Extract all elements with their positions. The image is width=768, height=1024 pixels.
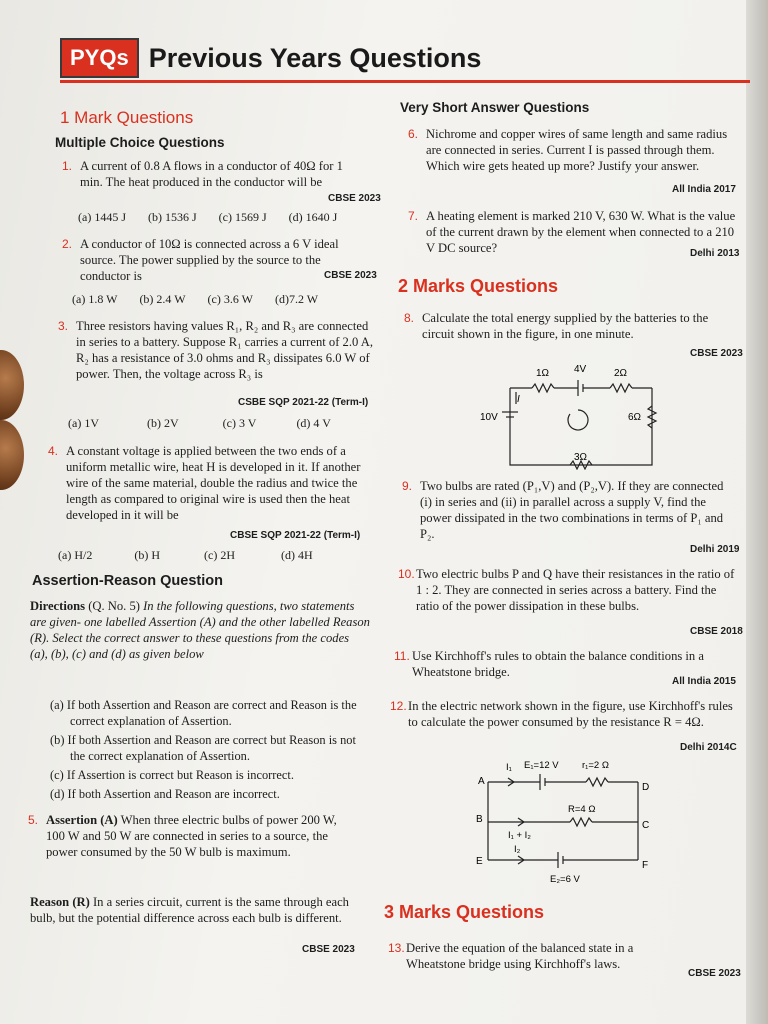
question-10: 10. Two electric bulbs P and Q have their resistances in the ratio of 1 : 2. They are connected in series across a battery. Find the ratio of the power dissipation in these bulbs. — [398, 567, 735, 613]
circuit-diagram-2 — [474, 756, 664, 888]
q7-tag: Delhi 2013 — [690, 248, 740, 259]
section-3-marks: 3 Marks Questions — [384, 902, 545, 922]
circuit2-label-a: A — [478, 776, 485, 787]
circuit2-label-i1-plus-i2: I₁ + I₂ — [508, 830, 531, 841]
q4-options: (a) H/2 (b) H (c) 2H (d) 4H — [58, 548, 313, 562]
circuit1-label-r1: 1Ω — [536, 368, 550, 379]
question-9: 9. Two bulbs are rated (P₁,V) and (P₂,V). If they are connected (i) in series and (ii) in parallel across a supply V, find the power dissipated in the two combinations in terms of P₁ and P₂. — [402, 479, 724, 541]
vsa-heading: Very Short Answer Questions — [400, 100, 590, 115]
question-3: 3. Three resistors having values R₁, R₂ and R₃ are connected in series to a battery. Suppose R₁ carries a current of 2.0 A, R₂ has a resistance of 3.0 ohms and R₃ dissipates 6.0 W of power. Then, the voltage across R₃ is — [58, 319, 373, 381]
q2-tag: CBSE 2023 — [324, 270, 377, 281]
question-13: 13. Derive the equation of the balanced state in a Wheatstone bridge using Kirchhoff's laws. — [388, 941, 634, 971]
q5-reason: Reason (R) In a series circuit, current is the same through each bulb, but the potential difference across each bulb is different. — [30, 895, 349, 925]
page-edge — [746, 0, 768, 1024]
question-7: 7. A heating element is marked 210 V, 630 W. What is the value of the current drawn by the element when connected to a 210 V DC source? — [408, 209, 736, 255]
circuit2-label-e2: E₂=6 V — [550, 874, 580, 885]
bead-bottom — [0, 420, 24, 490]
circuit1-label-r2: 2Ω — [614, 368, 628, 379]
q9-tag: Delhi 2019 — [690, 544, 740, 555]
q10-tag: CBSE 2018 — [690, 626, 743, 637]
section-1-mark: 1 Mark Questions — [60, 108, 194, 127]
circuit2-label-f: F — [642, 860, 649, 871]
q12-tag: Delhi 2014C — [680, 742, 737, 753]
q11-tag: All India 2015 — [672, 676, 736, 687]
question-6: 6. Nichrome and copper wires of same length and same radius are connected in series. Current I is passed through them. Which wire gets heated up more? Justify your answer. — [408, 127, 728, 173]
q4-tag: CBSE SQP 2021-22 (Term-I) — [230, 530, 361, 541]
bead-top — [0, 350, 24, 420]
ar-options: (a) If both Assertion and Reason are correct and Reason is the correct explanation of Assertion. (b) If both Assertion and Reason are correct but Reason is not the correct explanation of Assertion. (c) If Assertion is correct but Reason is incorrect. (d) If both Assertion and Reason are incorrect. — [50, 698, 357, 801]
question-8: 8. Calculate the total energy supplied by the batteries to the circuit shown in the figure, in one minute. — [404, 311, 709, 341]
circuit1-label-r4: 3Ω — [574, 452, 588, 463]
circuit2-label-c: C — [642, 820, 650, 831]
circuit2-label-b: B — [476, 814, 483, 825]
circuit2-label-e: E — [476, 856, 483, 867]
question-5: 5. Assertion (A) When three electric bulbs of power 200 W, 100 W and 50 W are connected in series to a source, the power consumed by the 50 W bulb is maximum. — [28, 813, 337, 859]
section-2-marks: 2 Marks Questions — [398, 276, 559, 296]
assertion-reason-heading: Assertion-Reason Question — [32, 573, 223, 589]
question-1: 1. A current of 0.8 A flows in a conductor of 40Ω for 1 min. The heat produced in the conductor will be — [62, 159, 343, 189]
mcq-heading: Multiple Choice Questions — [55, 135, 225, 150]
circuit2-label-i2: I₂ — [514, 844, 521, 855]
circuit2-label-e1: E₁=12 V — [524, 760, 559, 771]
question-12: 12. In the electric network shown in the figure, use Kirchhoff's rules to calculate the power consumed by the resistance R = 4Ω. — [390, 699, 733, 729]
circuit1-label-current: I — [517, 394, 520, 405]
q5-tag: CBSE 2023 — [302, 944, 355, 955]
circuit2-label-r1: r₁=2 Ω — [582, 760, 609, 771]
pyqs-badge: PYQs — [60, 38, 139, 78]
q6-tag: All India 2017 — [672, 184, 736, 195]
circuit2-label-d: D — [642, 782, 650, 793]
q1-tag: CBSE 2023 — [328, 193, 381, 204]
page-header — [60, 38, 481, 78]
circuit1-label-r3: 6Ω — [628, 412, 642, 423]
circuit1-label-v1: 4V — [574, 364, 587, 375]
circuit-diagram-1 — [470, 360, 670, 470]
q1-options: (a) 1445 J (b) 1536 J (c) 1569 J (d) 1640 J — [78, 210, 338, 224]
directions: Directions (Q. No. 5) In the following questions, two statements are given- one labelled Assertion (A) and the other labelled Reason (R). Select the correct answer to these questions from the codes (a), (b), (c) and (d) as given below — [30, 599, 370, 661]
q2-options: (a) 1.8 W (b) 2.4 W (c) 3.6 W (d)7.2 W — [72, 292, 319, 306]
q13-tag: CBSE 2023 — [688, 968, 741, 979]
q8-tag: CBSE 2023 — [690, 348, 743, 359]
page-title: Previous Years Questions — [148, 42, 482, 73]
question-11: 11. Use Kirchhoff's rules to obtain the balance conditions in a Wheatstone bridge. — [394, 649, 704, 679]
question-2: 2. A conductor of 10Ω is connected across a 6 V ideal source. The power supplied by the source to the conductor is — [62, 237, 339, 283]
question-4: 4. A constant voltage is applied between the two ends of a uniform metallic wire, heat H is developed in it. If another wire of the same material, double the radius and twice the length as compared to original wire is used then the heat developed in it will be — [48, 444, 361, 522]
q3-options: (a) 1V (b) 2V (c) 3 V (d) 4 V — [68, 416, 331, 430]
header-rule — [60, 80, 750, 83]
circuit1-label-v2: 10V — [480, 412, 498, 423]
circuit2-label-r: R=4 Ω — [568, 804, 596, 815]
circuit2-label-i1: I₁ — [506, 762, 512, 773]
q3-tag: CSBE SQP 2021-22 (Term-I) — [238, 397, 369, 408]
